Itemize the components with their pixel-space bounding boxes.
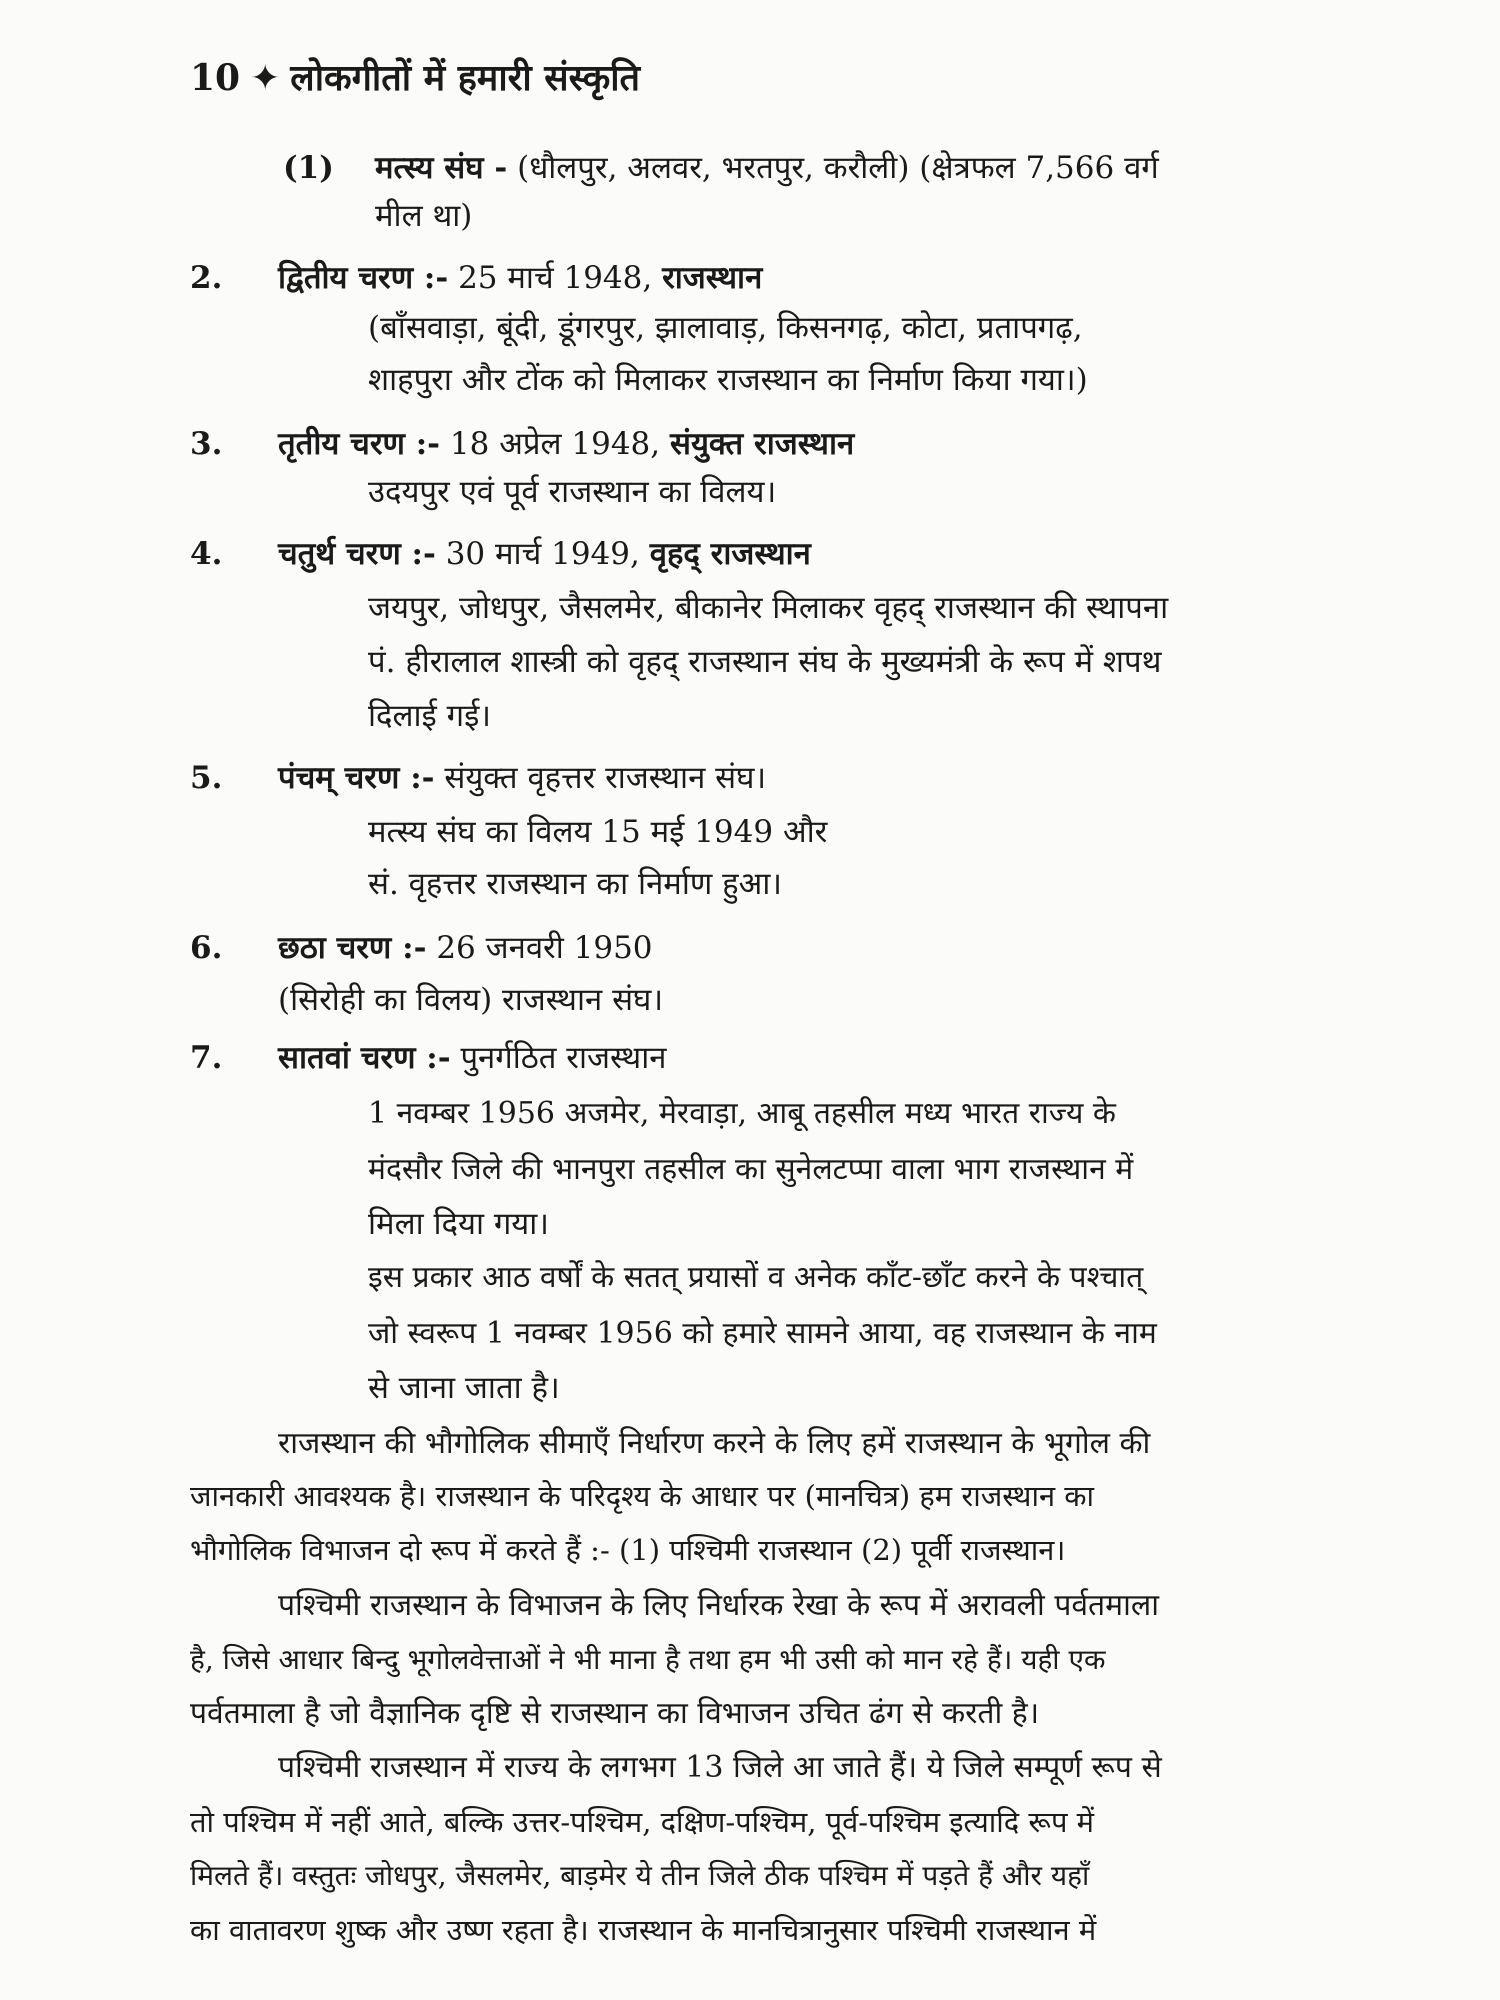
paragraph-line: राजस्थान की भौगोलिक सीमाएँ निर्धारण करने के लिए हमें राजस्थान के भूगोल की (278, 1426, 1151, 1461)
item-date: 26 जनवरी 1950 (436, 930, 653, 966)
item-name: राजस्थान (662, 260, 763, 296)
list-item-line (278, 1038, 666, 1078)
list-item-line: पं. हीरालाल शास्त्री को वृहद् राजस्थान संघ के मुख्यमंत्री के रूप में शपथ (368, 644, 1162, 680)
list-item-line: मंदसौर जिले की भानपुरा तहसील का सुनेलटप्पा वाला भाग राजस्थान में (368, 1152, 1134, 1187)
page-number: 10 (190, 57, 241, 99)
item-text: संयुक्त वृहत्तर राजस्थान संघ। (444, 760, 767, 796)
list-item-line: दिलाई गई। (368, 698, 492, 734)
item-heading: चतुर्थ चरण :- (278, 536, 436, 572)
list-item-line: सं. वृहत्तर राजस्थान का निर्माण हुआ। (368, 866, 783, 902)
page-header (190, 52, 640, 101)
item-heading: द्वितीय चरण :- (278, 260, 449, 296)
list-item-line (278, 424, 854, 464)
item-date: 30 मार्च 1949, (445, 536, 640, 572)
paragraph-line: है, जिसे आधार बिन्दु भूगोलवेत्ताओं ने भी माना है तथा हम भी उसी को मान रहे हैं। यही एक (190, 1643, 1106, 1676)
item-number: 5. (190, 760, 223, 796)
item-number: 3. (190, 426, 223, 462)
item-text: (धौलपुर, अलवर, भरतपुर, करौली) (क्षेत्रफल 7,566 वर्ग (517, 150, 1159, 186)
paragraph-line: पर्वतमाला है जो वैज्ञानिक दृष्टि से राजस्थान का विभाजन उचित ढंग से करती है। (190, 1696, 1040, 1731)
item-number: 7. (190, 1040, 223, 1076)
item-heading: छठा चरण :- (278, 930, 427, 966)
list-item-line: (बाँसवाड़ा, बूंदी, डूंगरपुर, झालावाड़, किसनगढ़, कोटा, प्रतापगढ़, (368, 310, 1083, 346)
paragraph-line: मिलते हैं। वस्तुतः जोधपुर, जैसलमेर, बाड़मेर ये तीन जिले ठीक पश्चिम में पड़ते हैं और यहाँ (190, 1859, 1090, 1892)
paragraph-line: का वातावरण शुष्क और उष्ण रहता है। राजस्थान के मानचित्रानुसार पश्चिमी राजस्थान में (190, 1913, 1097, 1947)
list-item-line: से जाना जाता है। (368, 1370, 560, 1406)
item-heading: तृतीय चरण :- (278, 426, 441, 462)
list-item-line (278, 758, 766, 798)
item-heading: पंचम् चरण :- (278, 760, 435, 796)
list-item-line: उदयपुर एवं पूर्व राजस्थान का विलय। (368, 474, 777, 510)
item-number: 6. (190, 930, 223, 966)
item-number: 4. (190, 536, 223, 572)
paragraph-line: भौगोलिक विभाजन दो रूप में करते हैं :- (1) पश्चिमी राजस्थान (2) पूर्वी राजस्थान। (190, 1533, 1066, 1567)
item-name: संयुक्त राजस्थान (670, 426, 855, 462)
list-item-line (278, 534, 811, 574)
list-item-line: जयपुर, जोधपुर, जैसलमेर, बीकानेर मिलाकर वृहद् राजस्थान की स्थापना (368, 590, 1169, 626)
book-title: लोकगीतों में हमारी संस्कृति (290, 57, 641, 99)
paragraph-line: पश्चिमी राजस्थान के विभाजन के लिए निर्धारक रेखा के रूप में अरावली पर्वतमाला (278, 1588, 1159, 1623)
list-item-line: मत्स्य संघ का विलय 15 मई 1949 और (368, 814, 828, 850)
item-name: वृहद् राजस्थान (649, 536, 811, 572)
list-item-line (375, 148, 1159, 188)
list-item-line (278, 258, 762, 298)
list-item-line: 1 नवम्बर 1956 अजमेर, मेरवाड़ा, आबू तहसील मध्य भारत राज्य के (368, 1096, 1116, 1131)
item-heading: मत्स्य संघ - (375, 150, 508, 186)
item-heading: सातवां चरण :- (278, 1040, 451, 1076)
list-item-line: मील था) (375, 198, 473, 234)
star-separator-icon: ✦ (250, 58, 281, 99)
list-item-line: शाहपुरा और टोंक को मिलाकर राजस्थान का निर्माण किया गया।) (368, 362, 1088, 398)
list-item-line: मिला दिया गया। (368, 1206, 550, 1242)
list-item-line: (सिरोही का विलय) राजस्थान संघ। (278, 982, 664, 1018)
paragraph-line: पश्चिमी राजस्थान में राज्य के लगभग 13 जिले आ जाते हैं। ये जिले सम्पूर्ण रूप से (278, 1750, 1162, 1785)
item-number: 2. (190, 260, 223, 296)
list-item-line: इस प्रकार आठ वर्षों के सतत् प्रयासों व अनेक काँट-छाँट करने के पश्चात् (368, 1260, 1144, 1295)
paragraph-line: तो पश्चिम में नहीं आते, बल्कि उत्तर-पश्चिम, दक्षिण-पश्चिम, पूर्व-पश्चिम इत्यादि रूप में (190, 1805, 1094, 1839)
item-text: पुनर्गठित राजस्थान (460, 1040, 667, 1076)
list-item-line: जो स्वरूप 1 नवम्बर 1956 को हमारे सामने आया, वह राजस्थान के नाम (368, 1316, 1157, 1351)
list-item-line (278, 928, 653, 968)
item-number: (1) (283, 150, 334, 186)
paragraph-line: जानकारी आवश्यक है। राजस्थान के परिदृश्य के आधार पर (मानचित्र) हम राजस्थान का (190, 1479, 1095, 1513)
item-date: 25 मार्च 1948, (458, 260, 653, 296)
item-date: 18 अप्रेल 1948, (449, 426, 661, 462)
